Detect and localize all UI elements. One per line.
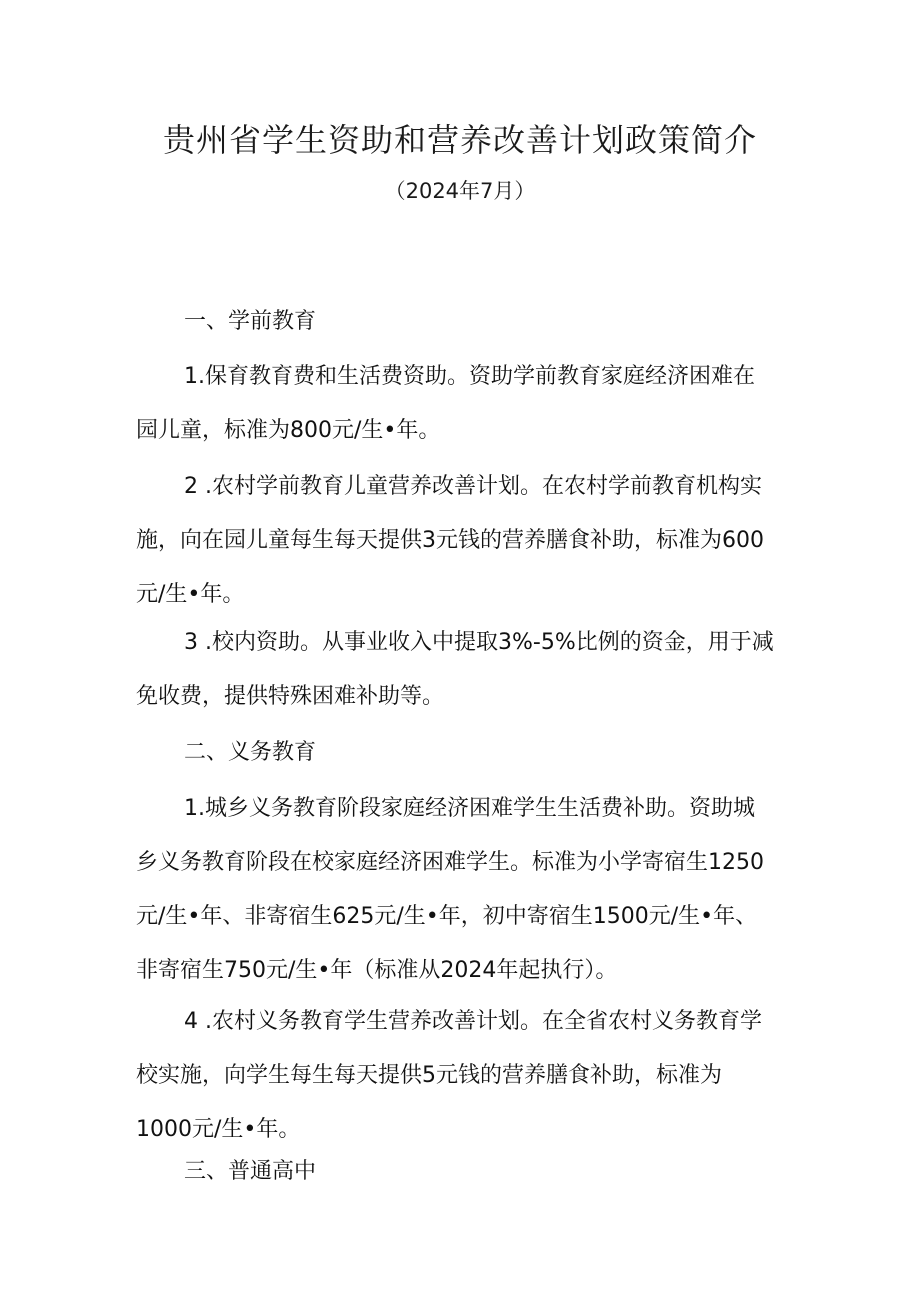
preschool-item-2: 2 .农村学前教育儿童营养改善计划。在农村学前教育机构实施，向在园儿童每生每天提供3元钱的营养膳食补助，标准为600元/生•年。 bbox=[136, 474, 764, 607]
preschool-item-1: 1.保育教育费和生活费资助。资助学前教育家庭经济困难在园儿童，标准为800元/生•年。 bbox=[136, 364, 755, 443]
compulsory-item-4: 4 .农村义务教育学生营养改善计划。在全省农村义务教育学校实施，向学生每生每天提供5元钱的营养膳食补助，标准为1000元/生•年。 bbox=[136, 1009, 762, 1142]
section-heading-compulsory: 二、义务教育 bbox=[184, 740, 317, 765]
compulsory-item-1: 1.城乡义务教育阶段家庭经济困难学生生活费补助。资助城乡义务教育阶段在校家庭经济困难学生。标准为小学寄宿生1250元/生•年、非寄宿生625元/生•年，初中寄宿生1500元/生•年、非寄宿生750元/生•年（标准从2024年起执行）。 bbox=[136, 796, 764, 983]
section-heading-preschool: 一、学前教育 bbox=[184, 309, 317, 334]
document-title: 贵州省学生资助和营养改善计划政策简介 bbox=[162, 121, 757, 159]
section-heading-high-school: 三、普通高中 bbox=[184, 1159, 317, 1184]
document-date: （2024年7月） bbox=[384, 179, 536, 203]
preschool-item-3: 3 .校内资助。从事业收入中提取3%-5%比例的资金，用于减免收费，提供特殊困难补助等。 bbox=[136, 630, 774, 709]
